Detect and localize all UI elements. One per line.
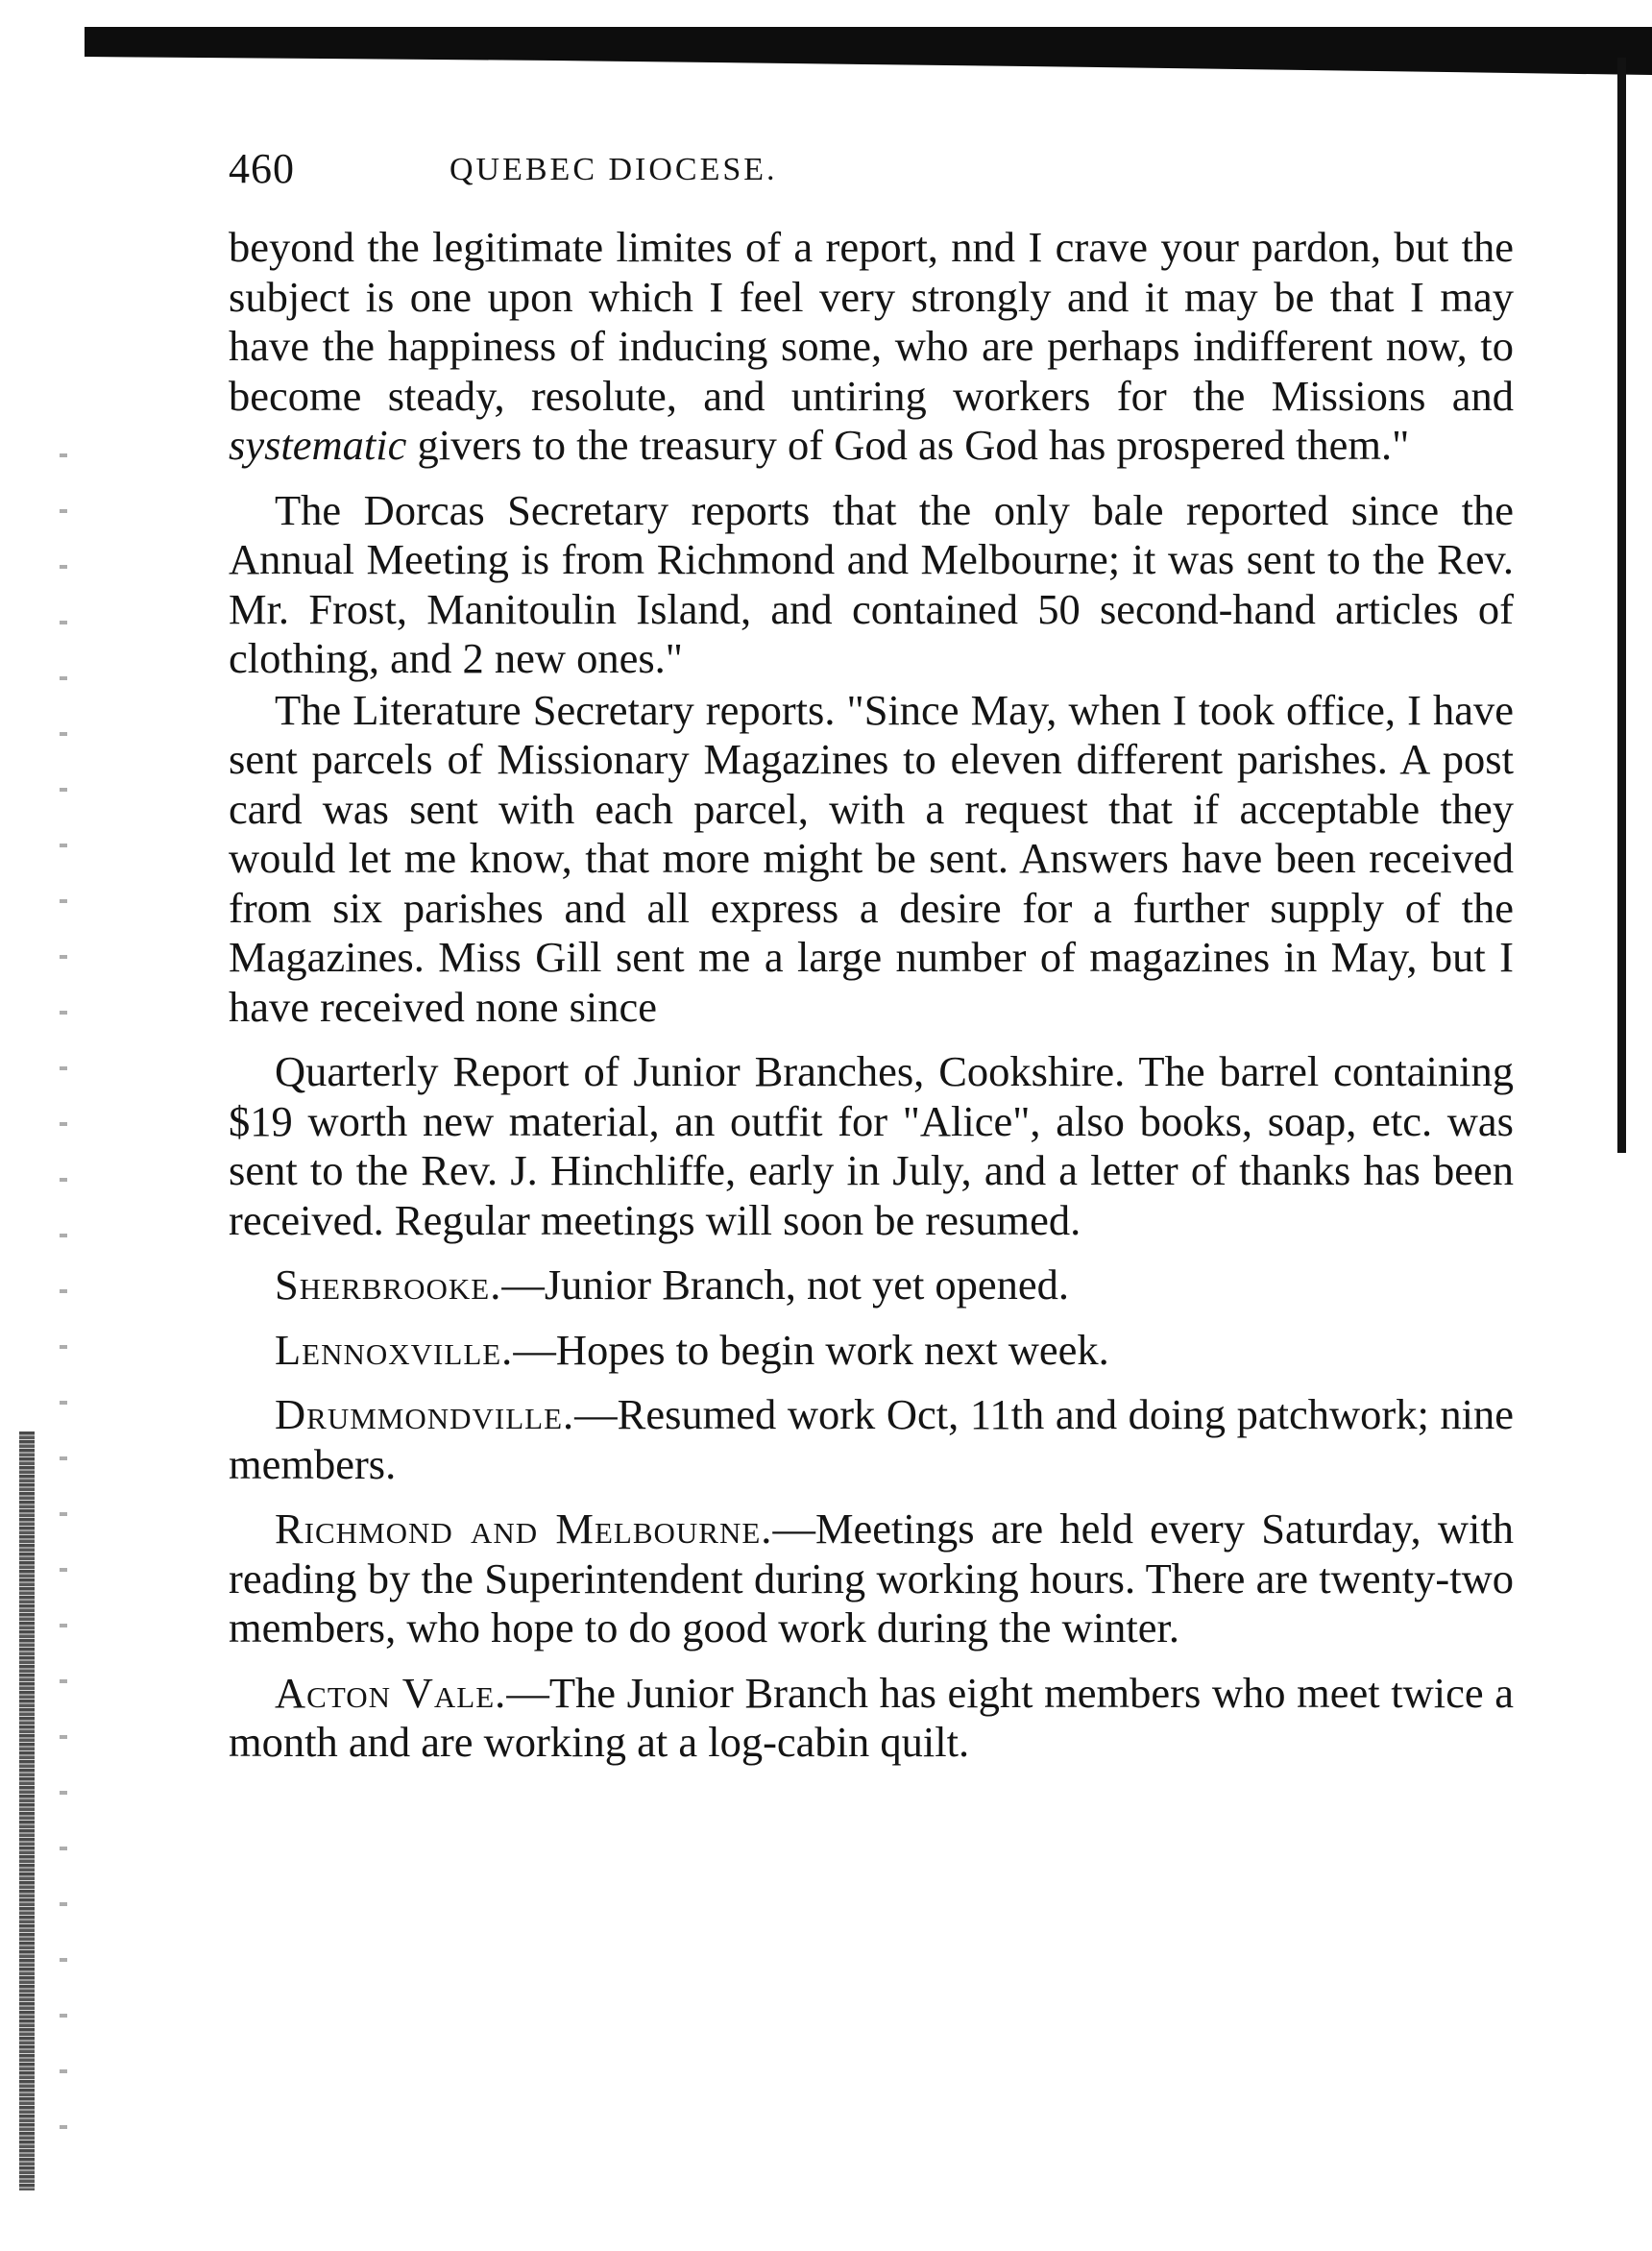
- place-name: Sherbrooke.: [275, 1260, 502, 1309]
- place-name: Richmond and Melbourne.: [275, 1505, 773, 1553]
- place-name: Drummondville.: [275, 1390, 575, 1438]
- paragraph-drummondville: [229, 1390, 1514, 1489]
- running-head: QUEBEC DIOCESE.: [449, 152, 778, 187]
- paragraph-junior-branches: Quarterly Report of Junior Branches, Cookshire. The barrel containing $19 worth new material, an outfit for "Alice", also books, soap, etc. was sent to the Rev. J. Hinchliffe, early in July, and a letter of thanks has been received. Regular meetings will soon be resumed.: [229, 1047, 1514, 1244]
- page-number: 460: [229, 145, 295, 192]
- paragraph-text: —Junior Branch, not yet opened.: [501, 1260, 1070, 1309]
- italic-word: systematic: [229, 421, 407, 469]
- paragraph-lennoxville: [229, 1326, 1514, 1376]
- paragraph-text: —The Junior Branch has eight members who meet twice a month and are working at a log-cabin quilt.: [229, 1668, 1514, 1766]
- paragraph-text: —Meetings are held every Saturday, with reading by the Superintendent during working hours. There are twenty-two members, who hope to do good work during the winter.: [229, 1505, 1514, 1652]
- place-name: Lennoxville.: [275, 1325, 514, 1374]
- paragraph-sherbrooke: [229, 1260, 1514, 1310]
- page-body: [229, 223, 1514, 1768]
- paragraph-text: beyond the legitimate limites of a report, nnd I crave your pardon, but the subject is one upon which I feel very strongly and it may be that I may have the happiness of inducing some, who are perhaps indifferent now, to become steady, resolute, and untiring workers for the Missions and: [229, 223, 1514, 420]
- paragraph-report-close: [229, 223, 1514, 471]
- paragraph-text: —Hopes to begin work next week.: [513, 1325, 1109, 1374]
- paragraph-acton-vale: [229, 1669, 1514, 1768]
- gutter-specks: [60, 432, 67, 2162]
- paragraph-dorcas-secretary: The Dorcas Secretary reports that the only bale reported since the Annual Meeting is from Richmond and Melbourne; it was sent to the Rev. Mr. Frost, Manitoulin Island, and contained 50 second-hand articles of clothing, and 2 new ones.": [229, 485, 1514, 682]
- binding-gutter: [19, 1431, 35, 2190]
- scan-right-edge: [1617, 58, 1626, 1153]
- scan-top-edge: [85, 27, 1652, 75]
- page-header: [229, 144, 1035, 202]
- paragraph-text: —Resumed work Oct, 11th and doing patchwork; nine members.: [229, 1390, 1514, 1488]
- paragraph-richmond-melbourne: [229, 1505, 1514, 1653]
- place-name: Acton Vale.: [275, 1668, 507, 1717]
- paragraph-text: givers to the treasury of God as God has prospered them.": [406, 421, 1410, 469]
- paragraph-literature-secretary: The Literature Secretary reports. "Since May, when I took office, I have sent parcels of Missionary Magazines to eleven different parishes. A post card was sent with each parcel, with a request that if acceptable they would let me know, that more might be sent. Answers have been received from six parishes and all express a desire for a further supply of the Magazines. Miss Gill sent me a large number of magazines in May, but I have received none since: [229, 685, 1514, 1031]
